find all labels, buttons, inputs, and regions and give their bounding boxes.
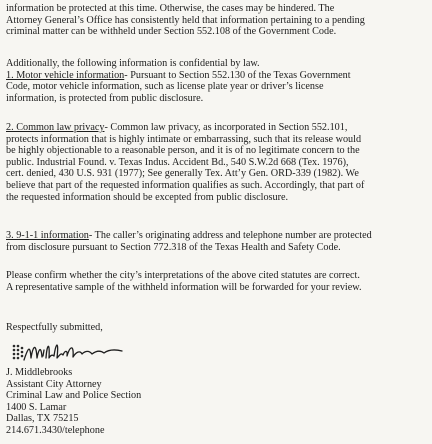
confidential-paragraph — [6, 58, 427, 104]
text-line: from disclosure pursuant to Section 772.318 of the Texas Health and Safety Code. — [6, 241, 341, 253]
text-line: protects information that is highly intimate or embarrassing, such that its release would — [6, 133, 362, 145]
text-line: Code, motor vehicle information, such as license plate year or driver’s license — [6, 81, 324, 93]
common-law-paragraph — [6, 122, 427, 203]
signer-name: J. Middlebrooks — [6, 367, 73, 378]
text-line: Additionally, the following information is confidential by law. — [6, 58, 260, 69]
text-line: A representative sample of the withheld information will be forwarded for your review. — [6, 281, 362, 293]
text-line: information be protected at this time. Otherwise, the cases may be hindered. The — [6, 3, 335, 14]
text-line: cert. denied, 430 U.S. 931 (1977); See generally Tex. Att’y Gen. ORD-339 (1982). We — [6, 168, 359, 180]
text-line: information, is protected from public disclosure. — [6, 92, 204, 104]
intro-paragraph — [6, 3, 427, 38]
text-line: be highly objectionable to a reasonable person, and it is of no legitimate concern to the — [6, 145, 360, 157]
signature-block — [6, 367, 427, 437]
text-line: believe that part of the requested information qualifies as such. Accordingly, that part of — [6, 179, 365, 191]
text-line: the requested information should be excepted from public disclosure. — [6, 191, 289, 203]
item-3-heading: 3. 9-1-1 information — [6, 230, 89, 241]
item-2-line — [6, 122, 427, 134]
nine-one-one-paragraph — [6, 230, 427, 253]
item-3-line — [6, 230, 427, 242]
closing-paragraph — [6, 270, 427, 293]
item-1-heading: 1. Motor vehicle information — [6, 69, 125, 81]
salutation-text: Respectfully submitted, — [6, 322, 103, 333]
address-line-1: 1400 S. Lamar — [6, 401, 67, 413]
item-2-heading: 2. Common law privacy — [6, 122, 105, 133]
item-1-text: - Pursuant to Section 552.130 of the Texas Government — [124, 69, 351, 81]
salutation — [6, 322, 427, 334]
item-2-text: - Common law privacy, as incorporated in Section 552.101, — [104, 122, 348, 133]
text-line: Please confirm whether the city’s interpretations of the above cited statutes are correct. — [6, 270, 360, 281]
phone: 214.671.3430/telephone — [6, 424, 105, 436]
item-1-line — [6, 70, 427, 82]
text-line: public. Industrial Found. v. Texas Indus. Accident Bd., 540 S.W.2d 668 (Tex. 1976), — [6, 156, 349, 168]
item-3-text: - The caller’s originating address and telephone number are protected — [88, 230, 372, 241]
text-line: criminal matter can be withheld under Section 552.108 of the Government Code. — [6, 26, 337, 38]
address-line-2: Dallas, TX 75215 — [6, 413, 79, 425]
signer-title: Assistant City Attorney — [6, 378, 102, 390]
signature-dots — [13, 345, 24, 360]
signer-section: Criminal Law and Police Section — [6, 390, 142, 402]
text-line: Attorney General’s Office has consistently held that information pertaining to a pending — [6, 14, 365, 26]
handwritten-signature — [10, 336, 126, 366]
